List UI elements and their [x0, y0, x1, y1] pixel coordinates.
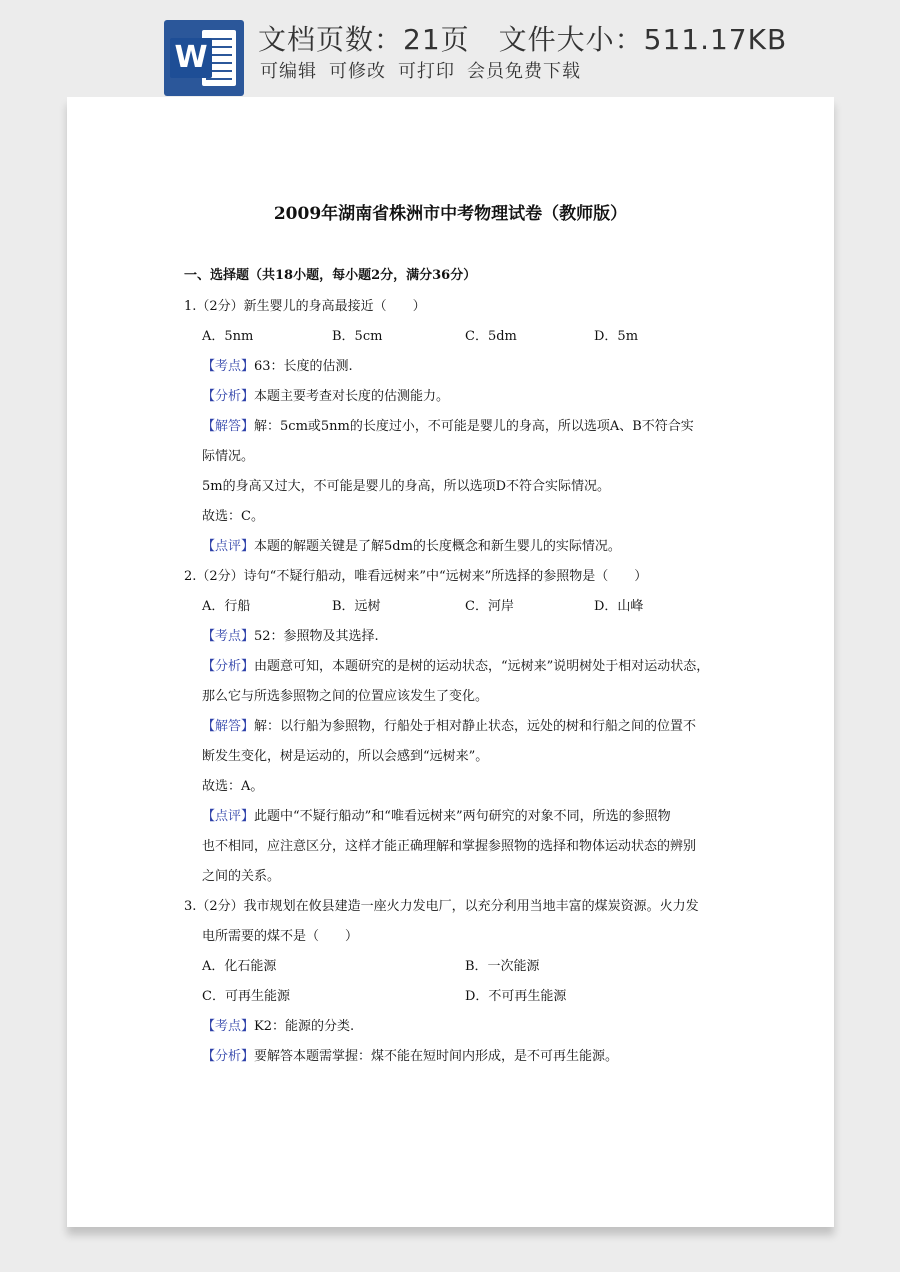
- q2-dianping: 【点评】此题中“不疑行船动”和“唯看远树来”两句研究的对象不同，所选的参照物: [202, 809, 671, 824]
- q1-dianping: 【点评】本题的解题关键是了解5dm的长度概念和新生婴儿的实际情况。: [202, 539, 621, 554]
- q2-jieda: 【解答】解：以行船为参照物，行船处于相对静止状态，远处的树和行船之间的位置不: [202, 719, 697, 734]
- q3-option-c: C．可再生能源: [202, 989, 290, 1004]
- q1-option-c: C．5dm: [465, 329, 517, 344]
- download-banner: [0, 0, 900, 100]
- q3-option-a: A．化石能源: [202, 959, 277, 974]
- feature-modifiable: 可修改: [329, 61, 386, 82]
- q3-option-b: B．一次能源: [465, 959, 540, 974]
- feature-member-download: 会员免费下载: [467, 61, 581, 82]
- q1-option-d: D．5m: [594, 329, 639, 344]
- document-title: 2009年湖南省株洲市中考物理试卷（教师版）: [273, 204, 628, 224]
- q2-stem: 2.（2分）诗句“不疑行船动，唯看远树来”中“远树来”所选择的参照物是（ ）: [184, 569, 648, 584]
- q1-kaodian: 【考点】63：长度的估测.: [202, 359, 353, 374]
- q2-answer: 故选：A。: [202, 779, 264, 794]
- q2-option-d: D．山峰: [594, 599, 644, 614]
- q3-option-d: D．不可再生能源: [465, 989, 567, 1004]
- section-heading: 一、选择题（共18小题，每小题2分，满分36分）: [184, 268, 477, 283]
- word-document-icon: W: [164, 20, 244, 96]
- q1-jieda-cont: 5m的身高又过大，不可能是婴儿的身高，所以选项D不符合实际情况。: [202, 479, 611, 494]
- q3-stem-cont: 电所需要的煤不是（ ）: [202, 929, 359, 944]
- q2-dianping-cont: 之间的关系。: [202, 869, 281, 884]
- banner-title: 文档页数：21页 文件大小：511.17KB: [258, 23, 788, 56]
- q3-fenxi: 【分析】要解答本题需掌握：煤不能在短时间内形成，是不可再生能源。: [202, 1049, 619, 1064]
- document-page: [67, 97, 834, 1227]
- q1-option-b: B．5cm: [332, 329, 383, 344]
- q1-jieda-cont: 际情况。: [202, 449, 255, 464]
- q2-fenxi: 【分析】由题意可知，本题研究的是树的运动状态，“远树来”说明树处于相对运动状态，: [202, 659, 710, 674]
- q2-jieda-cont: 断发生变化，树是运动的，所以会感到“远树来”。: [202, 749, 489, 764]
- banner-features: [260, 57, 593, 83]
- q2-kaodian: 【考点】52：参照物及其选择.: [202, 629, 379, 644]
- q1-fenxi: 【分析】本题主要考查对长度的估测能力。: [202, 389, 450, 404]
- feature-editable: 可编辑: [260, 61, 317, 82]
- q1-option-a: A．5nm: [202, 329, 254, 344]
- q2-dianping-cont: 也不相同，应注意区分，这样才能正确理解和掌握参照物的选择和物体运动状态的辨别: [202, 839, 697, 854]
- q2-option-b: B．远树: [332, 599, 381, 614]
- q1-stem: 1.（2分）新生婴儿的身高最接近（ ）: [184, 299, 426, 314]
- q1-jieda: 【解答】解：5cm或5nm的长度过小，不可能是婴儿的身高，所以选项A、B不符合实: [202, 419, 694, 434]
- q1-answer: 故选：C。: [202, 509, 264, 524]
- feature-printable: 可打印: [398, 61, 455, 82]
- q2-option-c: C．河岸: [465, 599, 514, 614]
- q3-stem: 3.（2分）我市规划在攸县建造一座火力发电厂，以充分利用当地丰富的煤炭资源。火力发: [184, 899, 699, 914]
- q2-option-a: A．行船: [202, 599, 251, 614]
- q2-fenxi-cont: 那么它与所选参照物之间的位置应该发生了变化。: [202, 689, 489, 704]
- q3-kaodian: 【考点】K2：能源的分类.: [202, 1019, 355, 1034]
